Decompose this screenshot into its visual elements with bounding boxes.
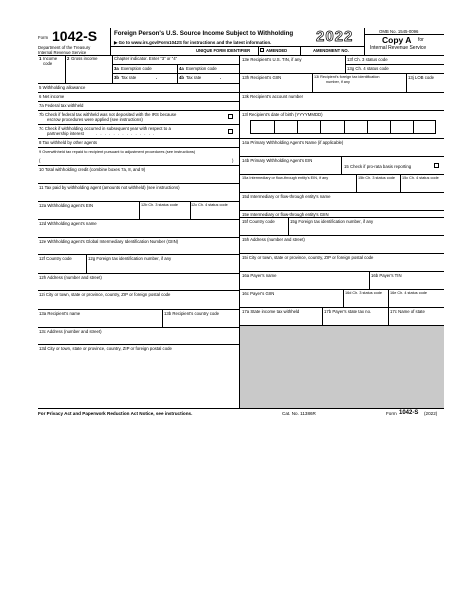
box15e-label: 15e Intermediary or flow-through entity's GIIN bbox=[242, 211, 329, 217]
box13e-label: 13e Recipient's U.S. TIN, if any bbox=[242, 57, 302, 62]
form-title: Foreign Person's U.S. Source Income Subject to Withholding bbox=[114, 30, 294, 37]
box16c-label: 16c Payer's GIIN bbox=[242, 291, 275, 296]
box3b-dot: . bbox=[156, 75, 158, 80]
box9-label: 9 Overwithheld tax repaid to recipient pursuant to adjustment procedures (see instructions) bbox=[39, 149, 196, 154]
box4a-num: 4a bbox=[179, 65, 184, 71]
box12c-label: 12c Ch. 4 status code bbox=[191, 203, 228, 207]
tax-year: 2022 bbox=[316, 28, 354, 45]
amended-label: AMENDED bbox=[266, 47, 288, 53]
box13g-label: 13g Ch. 4 status code bbox=[347, 66, 389, 71]
box4b-label: Tax rate bbox=[186, 75, 202, 80]
box15c-label: 15c Ch. 4 status code bbox=[402, 176, 439, 180]
box12f-label: 12f Country code bbox=[39, 256, 72, 261]
box7c-line1: 7c Check if withholding occurred in subsequent year with respect to a bbox=[39, 126, 171, 131]
box1-num: 1 bbox=[39, 56, 42, 61]
footer-year: (2022) bbox=[424, 411, 438, 416]
box2-label: Gross income bbox=[71, 56, 98, 61]
box15g-label: 15g Foreign tax identification number, if any bbox=[290, 219, 374, 224]
catalog-number: Cat. No. 11386R bbox=[282, 411, 316, 416]
unique-form-identifier: UNIQUE FORM IDENTIFIER bbox=[196, 47, 251, 53]
department: Department of the Treasury bbox=[38, 45, 91, 50]
footer-form-word: Form bbox=[386, 411, 397, 416]
box2-num: 2 bbox=[67, 56, 70, 61]
box17b-label: 17b Payer's state tax no. bbox=[324, 309, 372, 314]
box12d-label: 12d Withholding agent's name bbox=[39, 221, 97, 226]
box7c-line2: partnership interest bbox=[47, 131, 84, 136]
box3a-label: Exemption code bbox=[121, 65, 152, 71]
box13j-label: 13j LOB code bbox=[408, 75, 435, 80]
box17c-label: 17c Name of state bbox=[390, 309, 425, 314]
box15-checkbox[interactable] bbox=[434, 163, 439, 168]
date-of-birth-field[interactable] bbox=[250, 120, 436, 134]
box16d-label: 16d Ch. 3 status code bbox=[345, 291, 382, 295]
box13d-label: 13d City or town, state or province, country, ZIP or foreign postal code bbox=[39, 346, 172, 351]
copy-for: for bbox=[418, 37, 424, 43]
box3b-label: Tax rate bbox=[121, 75, 137, 80]
instructions-line: ▶ Go to www.irs.gov/Form1042S for instructions and the latest information. bbox=[114, 40, 272, 45]
box15i-label: 15i City or town, state or province, country, ZIP or foreign postal code bbox=[242, 255, 374, 260]
form-number: 1042-S bbox=[52, 28, 98, 44]
box5-label: 5 Withholding allowance bbox=[39, 85, 86, 90]
box15-label: 15 Check if pro-rata basis reporting bbox=[344, 164, 412, 169]
box17a-label: 17a State income tax withheld bbox=[242, 309, 300, 314]
box9-paren-close: ) bbox=[232, 158, 234, 163]
shaded-area bbox=[240, 326, 444, 409]
box15d-label: 15d Intermediary or flow-through entity's name bbox=[242, 194, 331, 199]
box3b-num: 3b bbox=[114, 75, 120, 80]
box16e-label: 16e Ch. 4 status code bbox=[390, 291, 427, 295]
box11-label: 11 Tax paid by withholding agent (amounts not withheld) (see instructions) bbox=[39, 185, 180, 190]
amendment-no-label: AMENDMENT NO. bbox=[313, 47, 349, 53]
box13c-label: 13c Address (number and street) bbox=[39, 329, 102, 334]
form-1042s bbox=[38, 28, 444, 416]
box4a-label: Exemption code bbox=[186, 65, 217, 71]
box7c-dots: . . . . . . . . . . . . . . bbox=[96, 131, 156, 136]
amended-checkbox[interactable] bbox=[260, 48, 264, 52]
box3a-num: 3a bbox=[114, 65, 119, 71]
box16a-label: 16a Payer's name bbox=[242, 273, 277, 278]
form-word: Form bbox=[38, 35, 49, 40]
box16b-label: 16b Payer's TIN bbox=[371, 273, 402, 278]
footer-form-number: 1042-S bbox=[399, 410, 419, 416]
box15f-label: 15f Country code bbox=[242, 219, 275, 224]
copy-label: Copy A bbox=[382, 35, 412, 45]
privacy-notice: For Privacy Act and Paperwork Reduction Act Notice, see instructions. bbox=[38, 411, 193, 416]
copy-sub: Internal Revenue Service bbox=[370, 45, 427, 51]
box3-label: Chapter indicator. Enter “3” or “4” bbox=[114, 56, 178, 61]
box12i-label: 12i City or town, state or province, country, ZIP or foreign postal code bbox=[39, 292, 171, 297]
box13b-label: 13b Recipient's country code bbox=[164, 311, 220, 316]
box7b-checkbox[interactable] bbox=[228, 114, 233, 119]
box13i-label: 13i Recipient's foreign tax identification bbox=[314, 75, 380, 79]
box8-label: 8 Tax withheld by other agents bbox=[39, 140, 97, 145]
irs: Internal Revenue Service bbox=[38, 50, 87, 55]
box13i-label-2: number, if any bbox=[326, 80, 350, 84]
box6-label: 6 Net income bbox=[39, 94, 65, 99]
box4b-dot: . bbox=[220, 75, 222, 80]
box12e-label: 12e Withholding agent's Global Intermediary Identification Number (GIIN) bbox=[39, 239, 179, 244]
box7b-line2: escrow procedures were applied (see instructions) bbox=[47, 117, 143, 122]
box15a-label: 15a Intermediary or flow-through entity's EIN, if any bbox=[242, 176, 329, 180]
box10-label: 10 Total withholding credit (combine boxes 7a, 8, and 9) bbox=[39, 167, 146, 172]
box15b-label: 15b Ch. 3 status code bbox=[358, 176, 395, 180]
box13h-label: 13h Recipient's GIIN bbox=[242, 75, 282, 80]
box1-label: Income code bbox=[43, 56, 58, 66]
box12h-label: 12h Address (number and street) bbox=[39, 275, 102, 280]
box4b-num: 4b bbox=[179, 75, 185, 80]
box15h-label: 15h Address (number and street) bbox=[242, 237, 305, 242]
box13f-label: 13f Ch. 3 status code bbox=[347, 57, 388, 62]
box12b-label: 12b Ch. 3 status code bbox=[141, 203, 178, 207]
box7c-checkbox[interactable] bbox=[228, 129, 233, 134]
omb-number: OMB No. 1545-0096 bbox=[379, 29, 419, 34]
box13l-label: 13l Recipient's date of birth (YYYYMMDD) bbox=[242, 112, 323, 117]
box14b-label: 14b Primary Withholding Agent's EIN bbox=[242, 158, 313, 163]
box12g-label: 12g Foreign tax identification number, if any bbox=[88, 256, 172, 261]
box13k-label: 13k Recipient's account number bbox=[242, 94, 304, 99]
box7b-line1: 7b Check if federal tax withheld was not deposited with the IRS because bbox=[39, 112, 177, 117]
box12a-label: 12a Withholding agent's EIN bbox=[39, 203, 94, 208]
box13a-label: 13a Recipient's name bbox=[39, 311, 81, 316]
box7a-label: 7a Federal tax withheld bbox=[39, 103, 84, 108]
box14a-label: 14a Primary Withholding Agent's Name (if applicable) bbox=[242, 140, 344, 145]
box9-paren-open: ( bbox=[39, 158, 41, 163]
